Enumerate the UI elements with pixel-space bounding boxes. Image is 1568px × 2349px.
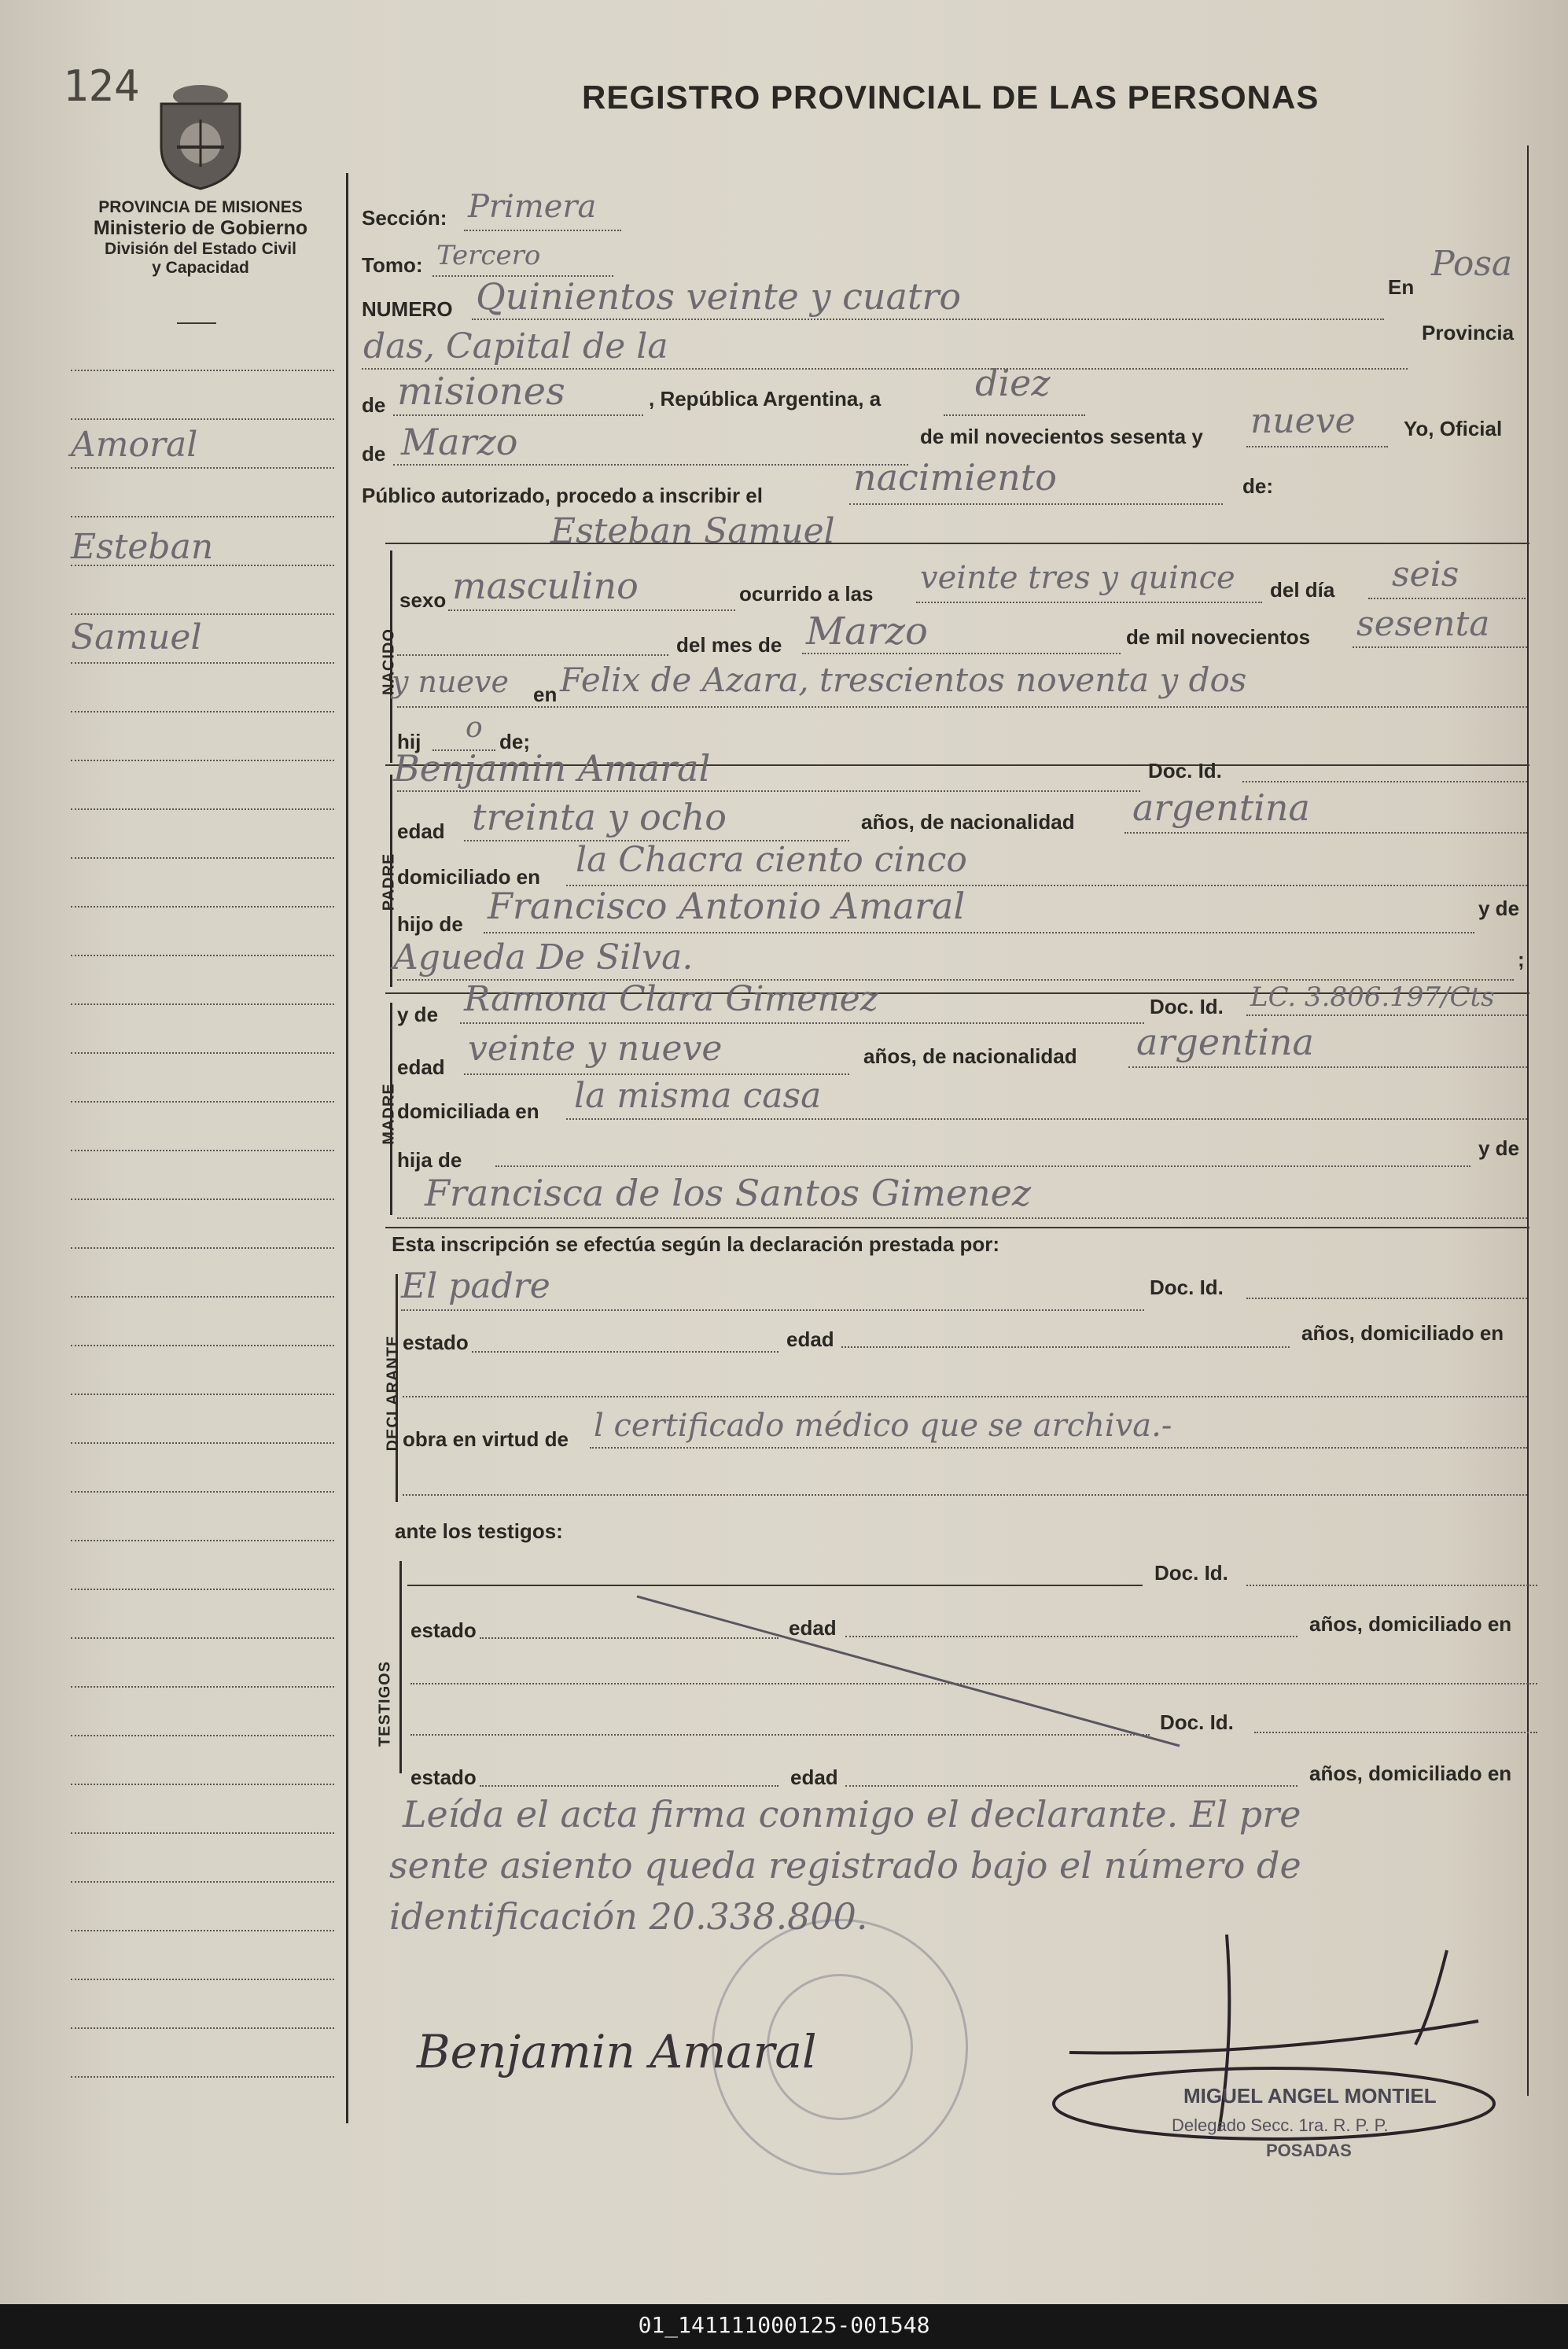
org-line-3: División del Estado Civil — [105, 240, 296, 258]
day-line — [944, 414, 1085, 416]
padre-doc-line — [1242, 781, 1527, 782]
madre-nac-value: argentina — [1136, 1021, 1314, 1063]
margin-ruled-line — [71, 857, 334, 859]
madre-edad-line — [464, 1073, 849, 1075]
right-edge-rule — [1527, 145, 1529, 2096]
hora-line — [916, 602, 1262, 603]
year-label: de mil novecientos sesenta y — [920, 425, 1203, 448]
mes-value: Marzo — [806, 609, 928, 654]
padre-nombre-value: Benjamin Amaral — [393, 747, 711, 790]
republica-label: , República Argentina, a — [649, 387, 882, 411]
margin-ruled-line — [71, 1686, 334, 1688]
madre-nac-label: años, de nacionalidad — [863, 1044, 1077, 1068]
seccion-label: Sección: — [362, 206, 447, 230]
seccion-value: Primera — [468, 189, 597, 225]
madre-madre-line — [397, 1217, 1527, 1219]
numero-value: Quinientos veinte y cuatro — [476, 275, 962, 318]
hora-value: veinte tres y quince — [920, 560, 1235, 596]
margin-ruled-line — [71, 1637, 334, 1639]
padre-nombre-line — [397, 790, 1140, 792]
footer-image-id: 01_141111000125-001548 — [638, 2312, 930, 2338]
provincia-label: Provincia — [1422, 321, 1515, 344]
declaracion-intro: Esta inscripción se efectúa según la declaración prestada por: — [392, 1232, 1000, 1256]
province-line — [393, 414, 643, 416]
madre-hija-label: hija de — [397, 1148, 462, 1172]
seccion-line — [464, 230, 621, 231]
lugar-en-label: en — [533, 683, 558, 706]
declarante-nombre-line — [401, 1309, 1144, 1311]
margin-ruled-line — [71, 1589, 334, 1590]
margin-ruled-line — [71, 1442, 334, 1444]
margin-ruled-line — [71, 516, 334, 517]
padre-nac-label: años, de nacionalidad — [861, 810, 1075, 834]
margin-ruled-line — [71, 1394, 334, 1395]
madre-edad-value: veinte y nueve — [468, 1029, 723, 1069]
margin-ruled-line — [71, 1003, 334, 1005]
anio-value-cont: y nueve — [392, 665, 509, 699]
padre-doc-label: Doc. Id. — [1148, 759, 1222, 782]
anio-value: sesenta — [1356, 604, 1490, 644]
madre-nombre-line — [460, 1022, 1144, 1024]
official-city: POSADAS — [1266, 2141, 1352, 2160]
city-value: das, Capital de la — [363, 326, 668, 366]
mes-label: del mes de — [676, 633, 782, 657]
margin-ruled-line — [71, 1735, 334, 1736]
divider — [177, 322, 216, 324]
declarante-doc-line — [1246, 1298, 1527, 1299]
margin-ruled-line — [71, 1979, 334, 1980]
publico-label: Público autorizado, procedo a inscribir el — [362, 484, 763, 507]
madre-hija-line — [495, 1165, 1470, 1167]
numero-line — [472, 318, 1384, 320]
sexo-label: sexo — [399, 588, 447, 612]
de-label-2: de — [362, 442, 386, 466]
testigo1-doc-label: Doc. Id. — [1154, 1561, 1228, 1585]
margin-surname: Amoral — [71, 425, 198, 465]
margin-ruled-line — [71, 906, 334, 908]
org-line-2: Ministerio de Gobierno — [93, 217, 308, 239]
testigos-intro: ante los testigos: — [395, 1519, 563, 1543]
margin-ruled-line — [71, 467, 334, 469]
sexo-line — [448, 609, 735, 611]
declarante-estado-line — [472, 1351, 778, 1353]
margin-given-name-1: Esteban — [71, 527, 214, 567]
lugar-value: Felix de Azara, trescientos noventa y dos — [560, 661, 1247, 699]
margin-ruled-line — [71, 808, 334, 810]
declarante-doc-label: Doc. Id. — [1150, 1276, 1224, 1299]
name-line — [385, 543, 1529, 544]
testigo1-anios-label: años, domiciliado en — [1309, 1612, 1512, 1636]
closing-line-2: sente asiento queda registrado bajo el número de — [389, 1844, 1301, 1887]
coat-of-arms-icon — [149, 72, 252, 190]
testigo1-edad-label: edad — [789, 1616, 837, 1640]
madre-dom-value: la misma casa — [574, 1076, 822, 1116]
padre-yde-label: y de — [1478, 897, 1520, 920]
cancel-stroke — [629, 1581, 1195, 1754]
tomo-value: Tercero — [436, 240, 541, 271]
padre-dom-label: domiciliado en — [397, 865, 541, 889]
obra-value: l certificado médico que se archiva.- — [594, 1408, 1172, 1444]
declarante-dom-line — [403, 1396, 1527, 1397]
margin-ruled-line — [71, 418, 334, 420]
testigo2-edad-label: edad — [790, 1765, 838, 1789]
year-line — [1246, 446, 1388, 447]
en-label: En — [1388, 275, 1415, 299]
padre-madre-value: Agueda De Silva. — [393, 937, 694, 978]
madre-edad-label: edad — [397, 1055, 445, 1079]
margin-ruled-line — [71, 1491, 334, 1493]
madre-doc-label: Doc. Id. — [1150, 995, 1224, 1018]
margin-ruled-line — [71, 1247, 334, 1249]
testigo2-estado-label: estado — [410, 1765, 477, 1789]
month-line — [393, 464, 908, 466]
declarante-edad-label: edad — [786, 1327, 834, 1351]
padre-dom-value: la Chacra ciento cinco — [576, 840, 967, 880]
act-line — [849, 503, 1223, 505]
madre-yde2-label: y de — [1478, 1136, 1520, 1160]
margin-ruled-line — [71, 1832, 334, 1834]
testigos-bracket — [399, 1561, 402, 1773]
margin-ruled-line — [71, 2027, 334, 2029]
margin-ruled-line — [71, 2076, 334, 2078]
margin-given-name-2: Samuel — [71, 617, 202, 657]
dia-value: seis — [1392, 554, 1459, 595]
declarante-section-label: DECLARANTE — [384, 1335, 402, 1452]
madre-section-label: MADRE — [380, 1083, 398, 1145]
margin-ruled-line — [71, 1345, 334, 1346]
margin-ruled-line — [71, 1052, 334, 1054]
testigo2-doc-line — [1254, 1732, 1537, 1733]
margin-ruled-line — [71, 1540, 334, 1541]
margin-ruled-line — [71, 613, 334, 615]
margin-ruled-line — [71, 662, 334, 664]
issuing-organization — [47, 198, 354, 278]
madre-dom-label: domiciliada en — [397, 1099, 539, 1123]
margin-ruled-line — [71, 1101, 334, 1103]
declarant-signature: Benjamin Amaral — [417, 2025, 817, 2078]
anio-line — [1353, 646, 1527, 648]
padre-semicolon: ; — [1518, 948, 1525, 971]
testigo2-anios-label: años, domiciliado en — [1309, 1762, 1512, 1785]
de-label-3: de: — [1242, 474, 1273, 498]
padre-section-label: PADRE — [380, 852, 398, 911]
declarante-nombre-value: El padre — [401, 1266, 550, 1306]
testigo1-estado-label: estado — [410, 1618, 477, 1642]
mil-label: de mil novecientos — [1126, 625, 1311, 649]
ocurrido-label: ocurrido a las — [739, 582, 874, 606]
madre-yde-label: y de — [397, 1003, 439, 1026]
dia-line — [1368, 598, 1526, 599]
hij-value: o — [466, 712, 483, 744]
oficial-label: Yo, Oficial — [1404, 417, 1503, 440]
madre-nombre-value: Ramona Clara Gimenez — [464, 979, 878, 1019]
madre-end-line — [385, 1227, 1529, 1228]
margin-ruled-line — [71, 370, 334, 371]
sexo-value: masculino — [452, 565, 639, 607]
del-dia-label: del día — [1270, 578, 1335, 602]
hij-de-label: de; — [499, 730, 530, 753]
testigo1-doc-line — [1246, 1585, 1537, 1586]
obra-line-2 — [403, 1494, 1527, 1496]
padre-hijo-line — [484, 932, 1474, 933]
madre-doc-value: LC. 3.806.197/Cts — [1250, 981, 1495, 1013]
registered-name: Esteban Samuel — [550, 511, 835, 551]
declarante-anios-label: años, domiciliado en — [1301, 1321, 1504, 1345]
org-line-4: y Capacidad — [152, 259, 249, 277]
margin-ruled-line — [71, 760, 334, 761]
testigo2-edad-line — [845, 1785, 1297, 1787]
official-name: MIGUEL ANGEL MONTIEL — [1183, 2084, 1437, 2108]
lugar-line — [397, 706, 1527, 708]
mes-line — [802, 653, 1121, 654]
province-value: misiones — [397, 370, 565, 414]
org-line-1: PROVINCIA DE MISIONES — [98, 198, 303, 216]
numero-label: NUMERO — [362, 297, 453, 321]
act-value: nacimiento — [853, 456, 1057, 499]
folio-number: 124 — [63, 61, 140, 111]
madre-dom-line — [566, 1118, 1527, 1120]
year-value: nueve — [1250, 401, 1356, 441]
padre-nac-line — [1124, 832, 1527, 834]
nacido-section-label: NACIDO — [380, 628, 398, 695]
blank-line — [397, 654, 668, 656]
document-title: REGISTRO PROVINCIAL DE LAS PERSONAS — [582, 79, 1320, 116]
closing-line-1: Leída el acta firma conmigo el declarante. El pre — [403, 1793, 1301, 1835]
margin-column-rule — [346, 173, 348, 2123]
official-title: Delegado Secc. 1ra. R. P. P. — [1172, 2115, 1389, 2135]
en-value: Posa — [1431, 244, 1513, 284]
testigos-section-label: TESTIGOS — [376, 1660, 394, 1747]
month-value: Marzo — [401, 421, 518, 463]
closing-line-3: identificación 20.338.800. — [389, 1895, 868, 1938]
day-value: diez — [975, 362, 1051, 404]
madre-nac-line — [1128, 1066, 1527, 1068]
testigo2-doc-label: Doc. Id. — [1160, 1710, 1234, 1734]
declarante-estado-label: estado — [403, 1331, 469, 1354]
obra-label: obra en virtud de — [403, 1427, 569, 1451]
margin-ruled-line — [71, 1198, 334, 1200]
tomo-label: Tomo: — [362, 253, 423, 277]
padre-hijo-value: Francisco Antonio Amaral — [488, 885, 966, 927]
declarante-edad-line — [841, 1346, 1290, 1348]
hij-label: hij — [397, 730, 421, 753]
margin-ruled-line — [71, 1784, 334, 1785]
padre-edad-label: edad — [397, 819, 445, 843]
margin-ruled-line — [71, 1150, 334, 1151]
margin-ruled-line — [71, 711, 334, 712]
padre-nac-value: argentina — [1132, 786, 1310, 829]
margin-ruled-line — [71, 1296, 334, 1298]
margin-ruled-line — [71, 955, 334, 956]
obra-line — [590, 1447, 1527, 1449]
de-label-1: de — [362, 393, 386, 417]
padre-hijo-label: hijo de — [397, 912, 463, 936]
madre-doc-line — [1246, 1014, 1527, 1016]
margin-ruled-line — [71, 1930, 334, 1931]
padre-edad-value: treinta y ocho — [472, 796, 727, 838]
madre-madre-value: Francisca de los Santos Gimenez — [425, 1172, 1032, 1214]
margin-ruled-line — [71, 1881, 334, 1883]
testigo2-estado-line — [480, 1785, 778, 1787]
